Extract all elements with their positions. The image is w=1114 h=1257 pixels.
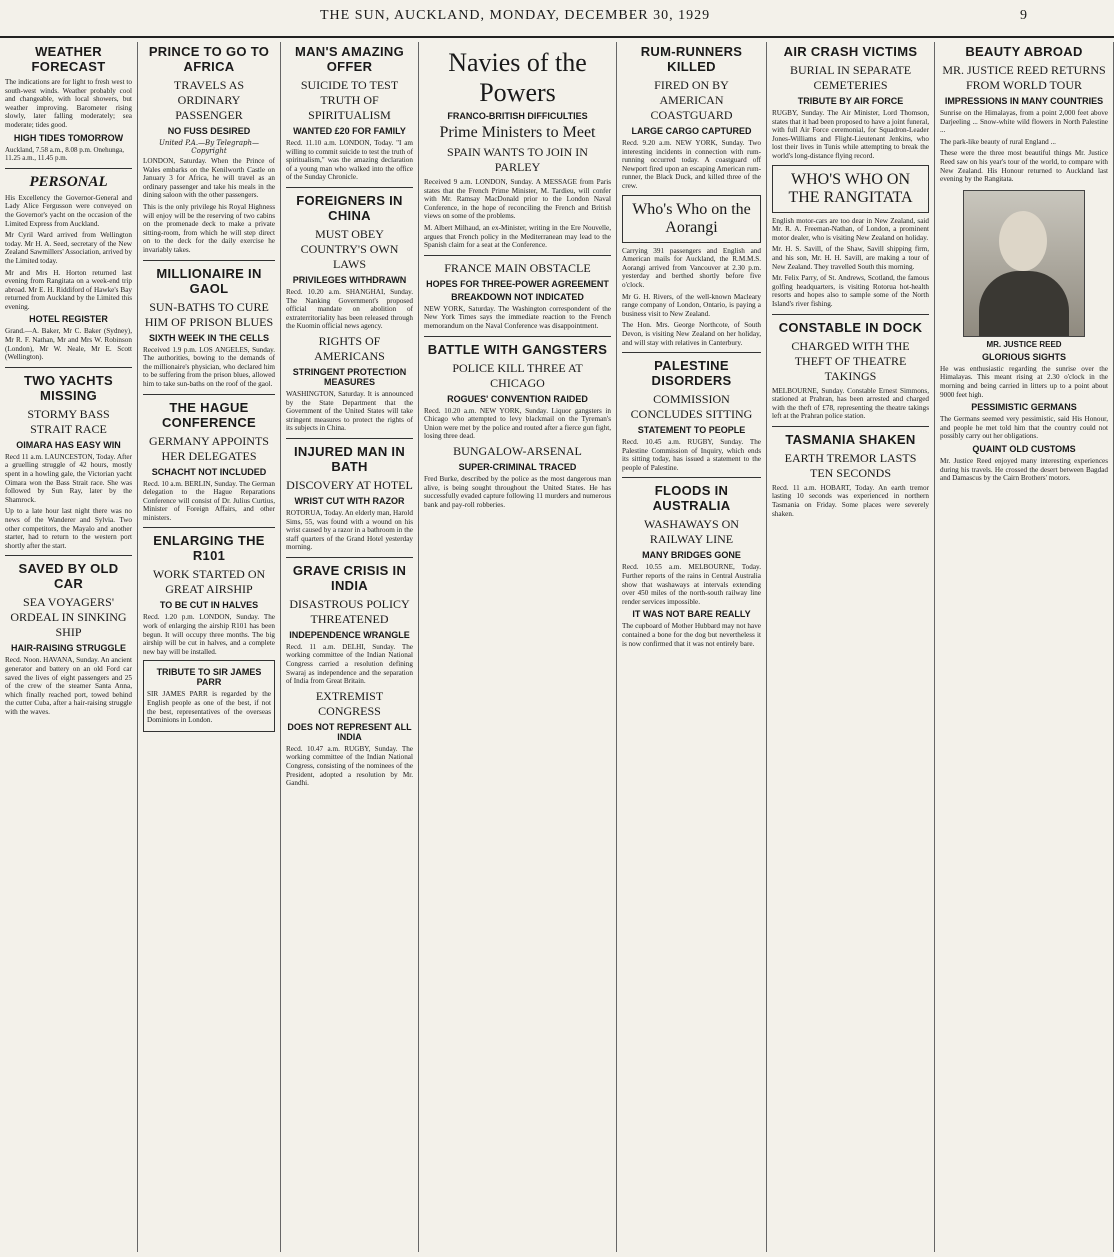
divider: [424, 255, 611, 256]
subhead: TO BE CUT IN HALVES: [159, 600, 259, 611]
subhead: WHO'S WHO ON THE RANGITATA: [788, 170, 913, 206]
headline: INJURED MAN IN BATH: [293, 443, 406, 474]
headline: THE HAGUE CONFERENCE: [161, 399, 256, 430]
headline: PERSONAL: [29, 173, 108, 190]
divider: [772, 426, 929, 427]
headline: MAN'S AMAZING OFFER: [294, 44, 405, 74]
divider: [143, 527, 275, 528]
article-text: Recd. 11.10 a.m. LONDON, Today. "I am willing to commit suicide to test the truth of spiritualism," was the amazing declaration of a young man who walked into the office of the Sunday Chronicle.: [286, 139, 413, 182]
headline: TASMANIA SHAKEN: [785, 431, 916, 447]
article-text: The indications are for light to fresh west to south-west winds. Weather probably cool and changeable, with local showers, but weather improving. Barometer rising slowly, later falling moderately; sea moderate; tides good.: [5, 78, 132, 129]
portrait-photo: [963, 190, 1085, 337]
article-text: Recd. 11 a.m. HOBART, Today. An earth tremor lasting 10 seconds was experienced in northern Tasmania on Friday. Some places were severely shaken.: [772, 483, 929, 518]
subhead: GLORIOUS SIGHTS: [981, 351, 1066, 362]
subhead: SUPER-CRIMINAL TRACED: [458, 461, 577, 472]
portrait-body: [979, 271, 1069, 336]
article-text: Carrying 391 passengers and English and American mails for Auckland, the R.M.M.S. Aorangi arrived from Vancouver at 2.30 p.m. yesterday and berthed shortly before five o'clock.: [622, 246, 761, 289]
subhead: SEA VOYAGERS' ORDEAL IN SINKING SHIP: [10, 595, 127, 640]
portrait-face: [999, 211, 1047, 271]
divider: [622, 352, 761, 353]
article-text: ROTORUA, Today. An elderly man, Harold Sims, 55, was found with a wound on his wrist caused by a razor in a bathroom in the staff quarters of the Grand Hotel yesterday morning.: [286, 508, 413, 552]
divider: [286, 557, 413, 558]
subhead: FRANCE MAIN OBSTACLE: [444, 260, 591, 275]
subhead: WANTED £20 FOR FAMILY: [293, 126, 406, 136]
headline: GRAVE CRISIS IN INDIA: [292, 562, 407, 593]
divider: [622, 477, 761, 478]
article-text: Recd. 10.47 a.m. RUGBY, Sunday. The working committee of the Indian National Congress, consisting of the nominees of the President, adopted a resolution by Mr. Gandhi.: [286, 744, 413, 788]
headline: WEATHER FORECAST: [31, 44, 106, 74]
article-text: Mr. H. S. Savill, of the Shaw, Savill shipping firm, and his son, Mr. H. H. Savill, are making a tour of New Zealand. They travelled South this morning.: [772, 245, 929, 271]
subhead: BURIAL IN SEPARATE CEMETERIES: [789, 63, 912, 92]
subhead: DOES NOT REPRESENT ALL INDIA: [287, 721, 412, 742]
subhead: MR. JUSTICE REED RETURNS FROM WORLD TOUR: [942, 63, 1106, 92]
subhead: RIGHTS OF AMERICANS: [314, 333, 385, 363]
subhead: IMPRESSIONS IN MANY COUNTRIES: [944, 96, 1104, 106]
article-text: Recd. 1.20 p.m. LONDON, Sunday. The work of enlarging the airship R101 has been begun. It will occupy three months. The big airship will be cut in halves, and a complete new bay will be installed.: [143, 613, 275, 656]
masthead: [0, 0, 1114, 40]
column-1: [0, 42, 138, 1252]
headline: CONSTABLE IN DOCK: [778, 319, 923, 335]
headline: BATTLE WITH GANGSTERS: [427, 341, 608, 357]
subhead: DISCOVERY AT HOTEL: [286, 477, 413, 492]
subhead: LARGE CARGO CAPTURED: [631, 126, 752, 136]
subhead: INDEPENDENCE WRANGLE: [289, 629, 410, 640]
subhead: TRIBUTE TO SIR JAMES PARR: [156, 667, 262, 688]
subhead: CHARGED WITH THE THEFT OF THEATRE TAKINGS: [791, 338, 910, 383]
article-text: He was enthusiastic regarding the sunrise over the Himalayas. This meant rising at 2.30 o'clock in the morning and being carried in litters up to a point about 9000 feet high.: [940, 364, 1108, 399]
divider: [772, 314, 929, 315]
subhead: MANY BRIDGES GONE: [642, 550, 741, 561]
subhead: HOPES FOR THREE-POWER AGREEMENT: [426, 278, 609, 289]
subhead: NO FUSS DESIRED: [167, 126, 251, 136]
article-text: WASHINGTON, Saturday. It is announced by the State Department that the Government of the United States will take stringent measures to protect the rights of its subjects in China.: [286, 389, 413, 433]
subhead: FRANCO-BRITISH DIFFICULTIES: [447, 111, 588, 121]
subhead: MUST OBEY COUNTRY'S OWN LAWS: [300, 226, 399, 271]
subhead: POLICE KILL THREE AT CHICAGO: [452, 360, 583, 390]
divider: [143, 260, 275, 261]
masthead-rule: [0, 36, 1114, 38]
subhead: BUNGALOW-ARSENAL: [453, 443, 582, 458]
boxed-item: [772, 165, 929, 213]
column-4: [419, 42, 617, 1252]
article-text: RUGBY, Sunday. The Air Minister, Lord Thomson, states that it had been proposed to have a joint funeral, with full Air Force ceremonial, for Squadron-Leader Jones-Williams and Flight-Lieutenant Jenkins, who lost their lives in Tunis while attempting to break the world's long-distance flying record.: [772, 109, 929, 160]
tide-text: Auckland, 7.58 a.m., 8.08 p.m. Onehunga, 11.25 a.m., 11.45 p.m.: [5, 145, 124, 163]
article-text: The Germans seemed very pessimistic, said His Honour, and people he met told him that the country could not possibly carry out her obligations.: [940, 415, 1108, 441]
article-text: Fred Burke, described by the police as the most dangerous man alive, is being sought throughout the United States. He has successfully evaded capture following 11 murders and numerous bank and pay-roll robberies.: [424, 474, 611, 509]
subhead: ROGUES' CONVENTION RAIDED: [447, 393, 588, 404]
byline: United P.A.—By Telegraph—Copyright: [158, 139, 260, 155]
article-text: Recd. Noon. HAVANA, Sunday. An ancient generator and battery on an old Ford car saved the lives of eight passengers and 25 of the crew of the steamer Santa Anna, which finally reached port, towed behind the cutter Cuba, after a hair-raising struggle with the waves.: [5, 656, 132, 716]
article-text: Recd. 10.20 a.m. SHANGHAI, Sunday. The Nanking Government's proposed official mandate on abolition of extraterritoriality has been released through the Kuomin official news agency.: [286, 287, 413, 331]
article-text: MELBOURNE, Sunday. Constable Ernest Simmons, stationed at Prahran, has been arrested and charged with the theft of £78, representing the theatre takings left at the Prahran police station.: [772, 386, 929, 421]
subhead: SCHACHT NOT INCLUDED: [151, 466, 267, 477]
subhead: WASHAWAYS ON RAILWAY LINE: [644, 517, 739, 547]
subhead: DISASTROUS POLICY THREATENED: [289, 596, 410, 626]
page-number: 9: [1020, 8, 1027, 23]
article-text: Recd. 10.45 a.m. RUGBY, Sunday. The Palestine Commission of Inquiry, which ends its sitting today, has issued a statement to the people of Palestine.: [622, 438, 761, 472]
subhead: COMMISSION CONCLUDES SITTING: [630, 392, 753, 422]
article-text: The cupboard of Mother Hubbard may not have contained a bone for the dog but nevertheless it is now confirmed that it was not entirely bare.: [622, 622, 761, 648]
subhead: SIXTH WEEK IN THE CELLS: [148, 332, 269, 343]
headline: ENLARGING THE R101: [153, 533, 265, 564]
subhead: Prime Ministers to Meet: [439, 124, 596, 141]
article-text: NEW YORK, Saturday. The Washington correspondent of the New York Times says the immediate reaction to the French memorandum on the Naval Conference was disappointment.: [424, 304, 611, 330]
article-text: His Excellency the Governor-General and Lady Alice Fergusson were conveyed on the Governor's yacht on the occasion of the Limited Express from Auckland.: [5, 193, 132, 228]
subhead: EARTH TREMOR LASTS TEN SECONDS: [784, 450, 917, 480]
article-text: English motor-cars are too dear in New Zealand, said Mr. R. A. Freeman-Nathan, of London, a prominent motor dealer, who is visiting New Zealand on holiday.: [772, 216, 929, 242]
subhead: STRINGENT PROTECTION MEASURES: [292, 366, 407, 387]
article-text: Recd. 10.20 a.m. NEW YORK, Sunday. Liquor gangsters in Chicago who attempted to levy blackmail on the Tyreman's Union were met by the police and routed after a fierce gun fight, losing three dead.: [424, 406, 611, 441]
article-text: Recd. 10 a.m. BERLIN, Sunday. The German delegation to the Hague Reparations Conference will consist of Dr. Julius Curtius, Minister of Foreign Affairs, and other ministers.: [143, 479, 275, 522]
divider: [5, 367, 132, 368]
column-5: [617, 42, 767, 1252]
article-text: Grand.—A. Baker, Mr C. Baker (Sydney), Mr R. F. Nathan, Mr and Mrs W. Robinson (London), Mr W. Neale, Mr E. Scott (Wellington).: [5, 327, 132, 362]
article-text: Up to a late hour last night there was no news of the Wanderer and Sylvia. Two other competitors, the Mayalo and another starter, had to return to the western port shortly after the start.: [5, 507, 132, 550]
article-text: Mr. Justice Reed enjoyed many interesting experiences during his travels. He crossed the desert between Bagdad and Damascus by the Cairn Brothers' motors.: [940, 456, 1108, 483]
subhead: FIRED ON BY AMERICAN COASTGUARD: [650, 78, 733, 122]
divider: [143, 394, 275, 395]
article-text: Recd. 10.55 a.m. MELBOURNE, Today. Further reports of the rains in Central Australia show that washaways at intervals extending over 450 miles of the north-south railway line render services impossible.: [622, 563, 761, 606]
divider: [286, 438, 413, 439]
article-text: Received 1.9 p.m. LOS ANGELES, Sunday. The authorities, bowing to the demands of the millionaire's physician, who declared him to be suffering from the prison blues, allowed him to take sun-baths on the roof of the gaol.: [143, 345, 275, 388]
divider: [5, 168, 132, 169]
subhead: PRIVILEGES WITHDRAWN: [292, 274, 407, 285]
boxed-item: [622, 195, 761, 243]
article-text: Sunrise on the Himalayas, from a point 2,000 feet above Darjeeling ... Snow-white wild flowers in North Palestine ...: [940, 109, 1108, 135]
divider: [424, 336, 611, 337]
headline: FOREIGNERS IN CHINA: [296, 192, 403, 223]
divider: [5, 555, 132, 556]
subhead: Who's Who on the Aorangi: [632, 200, 751, 236]
subhead: TRAVELS AS ORDINARY PASSENGER: [173, 78, 245, 122]
headline: FLOODS IN AUSTRALIA: [652, 483, 731, 514]
subhead: SPAIN WANTS TO JOIN IN PARLEY: [447, 145, 588, 174]
headline: PALESTINE DISORDERS: [651, 358, 732, 389]
subhead: SUICIDE TO TEST TRUTH OF SPIRITUALISM: [300, 78, 399, 122]
subhead: QUAINT OLD CUSTOMS: [972, 443, 1076, 454]
article-text: Recd. 9.20 a.m. NEW YORK, Sunday. Two interesting incidents in connection with rum-running occurred today. A coastguard off Newport fired upon an escaping American rum-runner, the Black Duck, and killed three of the crew.: [622, 139, 761, 190]
column-6: [767, 42, 935, 1252]
subhead: STATEMENT TO PEOPLE: [637, 425, 746, 436]
article-text: LONDON, Saturday. When the Prince of Wales embarks on the Kenilworth Castle on January 3 for Africa, he will travel as an ordinary passenger and take his meals in the dining saloon with the other passengers.: [143, 157, 275, 200]
subhead: PESSIMISTIC GERMANS: [971, 402, 1077, 413]
article-text: Recd 11 a.m. LAUNCESTON, Today. After a gruelling struggle of 42 hours, mostly spent in a howling gale, the Victorian yacht Oimara won the Bass Strait race. She was followed by Sun Ray, later by the Shamrock.: [5, 452, 132, 504]
article-text: Received 9 a.m. LONDON, Sunday. A MESSAGE from Paris states that the French Prime Minister, M. Tardieu, will confer with Mr. Ramsay MacDonald prior to the London Naval Conference, in the hope of reconciling the French and British views on some of the problems.: [424, 178, 611, 221]
article-text: Mr. Felix Parry, of St. Andrews, Scotland, the famous golfing headquarters, is visiting Rotorua hot-health resorts and hopes also to sample some of the North Island's river fishing.: [772, 274, 929, 308]
subhead: BREAKDOWN NOT INDICATED: [451, 291, 584, 302]
subhead: TRIBUTE BY AIR FORCE: [797, 96, 904, 106]
subhead: WRIST CUT WITH RAZOR: [294, 495, 405, 506]
column-3: [281, 42, 419, 1252]
article-text: The Hon. Mrs. George Northcote, of South Devon, is visiting New Zealand on her holiday, and will stay with relatives in Canterbury.: [622, 321, 761, 347]
headline: SAVED BY OLD CAR: [18, 561, 119, 592]
column-2: [138, 42, 281, 1252]
headline: MILLIONAIRE IN GAOL: [156, 265, 262, 296]
headline: BEAUTY ABROAD: [965, 44, 1083, 59]
column-7: [935, 42, 1114, 1252]
divider: [286, 187, 413, 188]
subhead: GERMANY APPOINTS HER DELEGATES: [149, 433, 269, 463]
boxed-item: [143, 660, 275, 731]
article-text: These were the three most beautiful things Mr. Justice Reed saw on his year's tour of the world, to compare with New Zealand. His Honour returned to Auckland last evening by the Rangitata.: [940, 149, 1108, 184]
headline: RUM-RUNNERS KILLED: [640, 44, 743, 74]
article-text: SIR JAMES PARR is regarded by the English people as one of the best, if not the best, representatives of the overseas Dominions in London.: [147, 690, 271, 725]
article-text: M. Albert Milhaud, an ex-Minister, writing in the Ere Nouvelle, argues that French policy in the Mediterranean may lead to the Spanish claim for a seat at the Conference.: [424, 223, 611, 250]
subhead: HIGH TIDES TOMORROW: [13, 132, 124, 143]
subhead: HOTEL REGISTER: [29, 314, 108, 325]
headline: TWO YACHTS MISSING: [24, 372, 113, 403]
photo-caption: MR. JUSTICE REED: [986, 339, 1062, 349]
article-text: Recd. 11 a.m. DELHI, Sunday. The working committee of the Indian National Congress carried a resolution defining Swaraj as independence and the separation of India from Great Britain.: [286, 642, 413, 686]
subhead: HAIR-RAISING STRUGGLE: [10, 643, 126, 654]
subhead: SUN-BATHS TO CURE HIM OF PRISON BLUES: [144, 299, 274, 329]
article-text: Mr Cyril Ward arrived from Wellington today. Mr H. A. Seed, secretary of the New Zealand Sawmillers' Association, arrived by the Limited today.: [5, 231, 132, 265]
article-text: The park-like beauty of rural England ...: [940, 137, 1056, 146]
headline: AIR CRASH VICTIMS: [783, 44, 918, 59]
subhead: WORK STARTED ON GREAT AIRSHIP: [152, 567, 266, 597]
article-text: Mr G. H. Rivers, of the well-known Macleary range company of London, Ontario, is paying a business visit to New Zealand.: [622, 292, 761, 318]
subhead: IT WAS NOT BARE REALLY: [632, 609, 751, 620]
article-text: This is the only privilege his Royal Highness will enjoy will be the reserving of two cabins on the promenade deck to make a private sitting-room, from which he will step direct on to the deck for the daily exercise he invariably takes.: [143, 202, 275, 254]
subhead: EXTREMIST CONGRESS: [315, 688, 384, 718]
headline: PRINCE TO GO TO AFRICA: [148, 44, 270, 74]
article-text: Mr and Mrs H. Horton returned last evening from Rangitata on a week-end trip abroad. Mr E. H. Riddiford of Hawke's Bay returned from Auckland by the Limited this evening.: [5, 268, 132, 311]
newspaper-title: THE SUN, AUCKLAND, MONDAY, DECEMBER 30, 1929: [320, 8, 711, 23]
subhead: STORMY BASS STRAIT RACE: [27, 406, 110, 436]
lead-headline: Navies of the Powers: [448, 48, 587, 107]
subhead: OIMARA HAS EASY WIN: [16, 439, 121, 450]
